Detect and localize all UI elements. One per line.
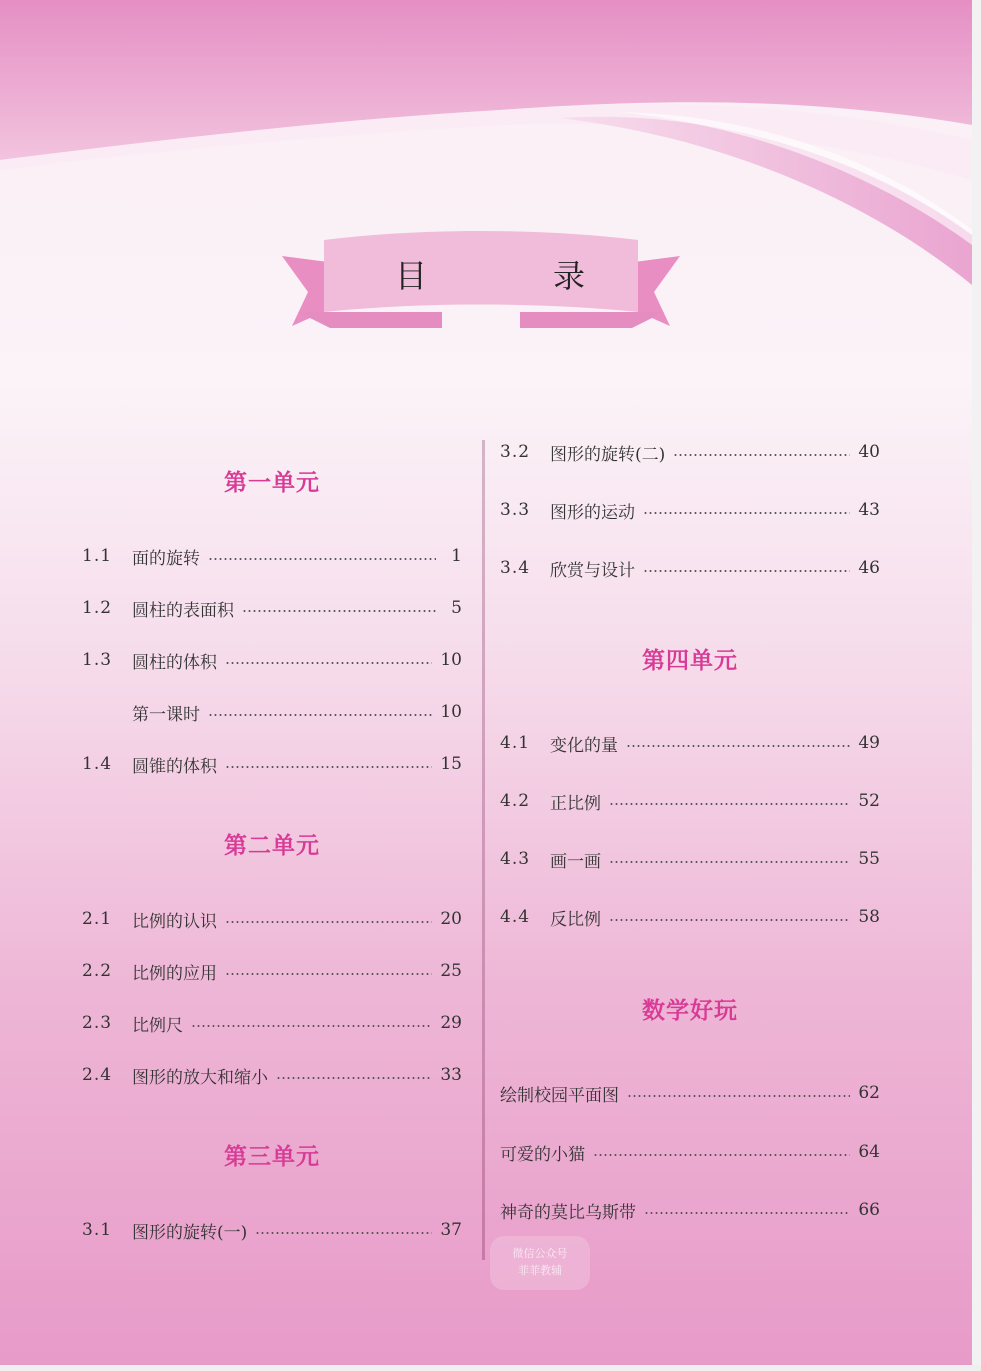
entry-page: 25 (440, 961, 462, 981)
leader-dots (643, 512, 850, 514)
entry-page: 49 (858, 733, 880, 753)
toc-entry[interactable] (500, 495, 880, 525)
toc-entry[interactable] (500, 786, 880, 816)
page-edge-bottom (0, 1365, 981, 1371)
entry-title: 画一画 (550, 851, 601, 872)
leader-dots (242, 610, 436, 612)
leader-dots (673, 454, 850, 456)
entry-page: 55 (858, 849, 880, 869)
entry-title: 比例的应用 (132, 963, 217, 984)
leader-dots (627, 1095, 850, 1097)
toc-entry[interactable] (82, 645, 462, 675)
entry-page: 29 (440, 1013, 462, 1033)
leader-dots (225, 766, 432, 768)
toc-entry[interactable] (500, 553, 880, 583)
entry-title: 圆锥的体积 (132, 756, 217, 777)
toc-title (395, 252, 585, 296)
entry-title: 圆柱的体积 (132, 652, 217, 673)
leader-dots (225, 973, 432, 975)
entry-page: 64 (858, 1142, 880, 1162)
leader-dots (609, 919, 850, 921)
toc-entry[interactable] (500, 1195, 880, 1225)
entry-title: 图形的运动 (550, 502, 635, 523)
unit-title: 数学好玩 (642, 998, 738, 1024)
entry-page: 58 (858, 907, 880, 927)
watermark (490, 1236, 590, 1290)
entry-page: 10 (440, 702, 462, 722)
entry-number: 1.3 (82, 650, 113, 670)
entry-page: 15 (440, 754, 462, 774)
entry-title: 正比例 (550, 793, 601, 814)
leader-dots (609, 861, 850, 863)
entry-title: 比例的认识 (132, 911, 217, 932)
entry-title: 第一课时 (132, 704, 200, 725)
toc-entry[interactable] (500, 1078, 880, 1108)
entry-title: 面的旋转 (132, 548, 200, 569)
entry-page: 33 (440, 1065, 462, 1085)
entry-page: 37 (440, 1220, 462, 1240)
leader-dots (208, 714, 432, 716)
entry-number: 1.2 (82, 598, 113, 618)
entry-number: 4.1 (500, 733, 531, 753)
page-edge (972, 0, 981, 1371)
entry-page: 1 (451, 546, 462, 566)
leader-dots (225, 662, 432, 664)
entry-title: 比例尺 (132, 1015, 183, 1036)
leader-dots (255, 1232, 432, 1234)
leader-dots (191, 1025, 432, 1027)
toc-entry[interactable] (82, 541, 462, 571)
toc-entry[interactable] (82, 697, 462, 727)
entry-number: 3.4 (500, 558, 531, 578)
entry-number: 1.1 (82, 546, 113, 566)
leader-dots (208, 558, 436, 560)
toc-entry[interactable] (82, 1215, 462, 1245)
entry-page: 10 (440, 650, 462, 670)
entry-title: 图形的旋转(一) (132, 1222, 248, 1243)
watermark-line1: 微信公众号 (512, 1247, 568, 1260)
entry-title: 图形的旋转(二) (550, 444, 666, 465)
entry-title: 神奇的莫比乌斯带 (500, 1202, 636, 1223)
entry-number: 2.3 (82, 1013, 113, 1033)
toc-entry[interactable] (500, 437, 880, 467)
toc-entry[interactable] (500, 1137, 880, 1167)
entry-page: 40 (858, 442, 880, 462)
unit-title: 第一单元 (224, 470, 320, 496)
entry-page: 46 (858, 558, 880, 578)
entry-page: 66 (858, 1200, 880, 1220)
toc-entry[interactable] (500, 728, 880, 758)
entry-title: 反比例 (550, 909, 601, 930)
entry-number: 2.2 (82, 961, 113, 981)
entry-number: 3.3 (500, 500, 531, 520)
entry-page: 5 (451, 598, 462, 618)
entry-page: 20 (440, 909, 462, 929)
unit-title: 第二单元 (224, 833, 320, 859)
entry-number: 4.3 (500, 849, 531, 869)
toc-title-left: 目 (395, 257, 428, 295)
leader-dots (643, 570, 850, 572)
entry-title: 绘制校园平面图 (500, 1085, 619, 1106)
leader-dots (609, 803, 850, 805)
entry-number: 4.2 (500, 791, 531, 811)
entry-page: 52 (858, 791, 880, 811)
leader-dots (593, 1154, 850, 1156)
toc-entry[interactable] (82, 1060, 462, 1090)
entry-number: 2.4 (82, 1065, 113, 1085)
entry-title: 圆柱的表面积 (132, 600, 234, 621)
toc-entry[interactable] (82, 904, 462, 934)
column-divider (482, 440, 485, 1260)
leader-dots (644, 1212, 850, 1214)
entry-title: 变化的量 (550, 735, 618, 756)
leader-dots (225, 921, 432, 923)
watermark-line2: 菲菲教辅 (518, 1264, 562, 1277)
toc-title-right: 录 (552, 257, 585, 295)
entry-page: 62 (858, 1083, 880, 1103)
entry-title: 欣赏与设计 (550, 560, 635, 581)
leader-dots (276, 1077, 432, 1079)
unit-title: 第四单元 (642, 648, 738, 674)
entry-title: 可爱的小猫 (500, 1144, 585, 1165)
entry-page: 43 (858, 500, 880, 520)
entry-number: 3.2 (500, 442, 531, 462)
toc-entry[interactable] (500, 844, 880, 874)
toc-entry[interactable] (82, 1008, 462, 1038)
toc-entry[interactable] (500, 902, 880, 932)
entry-number: 3.1 (82, 1220, 113, 1240)
leader-dots (626, 745, 850, 747)
entry-number: 1.4 (82, 754, 113, 774)
unit-title: 第三单元 (224, 1144, 320, 1170)
entry-number: 4.4 (500, 907, 531, 927)
entry-title: 图形的放大和缩小 (132, 1067, 268, 1088)
entry-number: 2.1 (82, 909, 113, 929)
toc-entry[interactable] (82, 956, 462, 986)
toc-entry[interactable] (82, 749, 462, 779)
toc-entry[interactable] (82, 593, 462, 623)
